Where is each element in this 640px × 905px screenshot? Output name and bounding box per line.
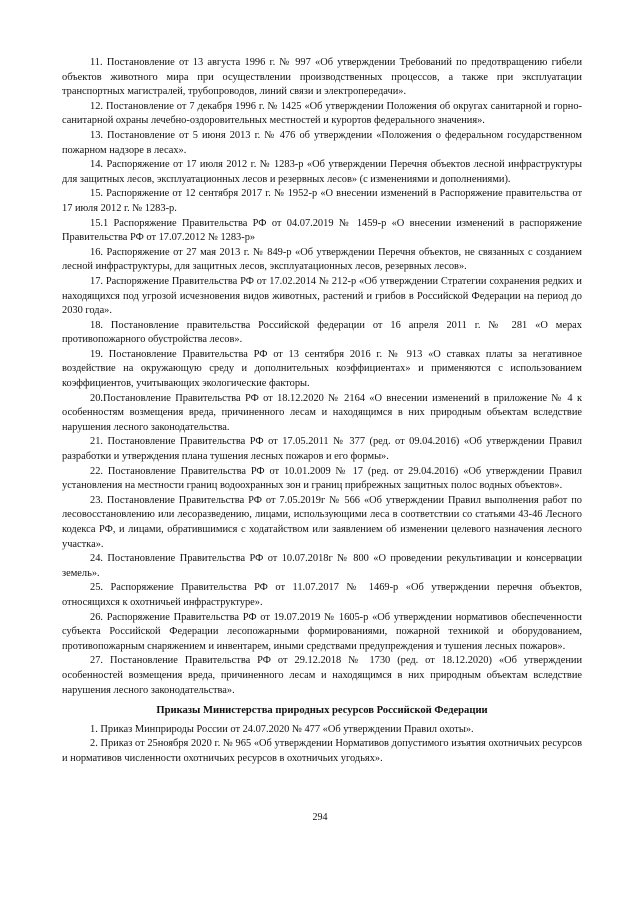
paragraph-19: 19. Постановление Правительства РФ от 13 сентября 2016 г. № 913 «О ставках платы за негативное воздействие на окружающую среду и дополнительных коэффициентах» и применяются с использованием коэффициентов, учитывающих экологические факторы. bbox=[62, 348, 582, 390]
paragraph-17: 17. Распоряжение Правительства РФ от 17.02.2014 № 212-р «Об утверждении Стратегии сохранения редких и находящихся под угрозой исчезновения видов животных, растений и грибов в Российской Федерации на период до 2030 года». bbox=[62, 275, 582, 317]
paragraph-16: 16. Распоряжение от 27 мая 2013 г. № 849-р «Об утверждении Перечня объектов, не связанных с созданием лесной инфраструктуры, для защитных лесов, эксплуатационных лесов, резервных лесов». bbox=[62, 246, 582, 273]
paragraph-20: 20.Постановление Правительства РФ от 18.12.2020 № 2164 «О внесении изменений в приложение № 4 к особенностям возмещения вреда, причиненного лесам и находящимся в них природным объектам вследствие нарушения лесного законодательства. bbox=[62, 392, 582, 433]
paragraph-21: 21. Постановление Правительства РФ от 17.05.2011 № 377 (ред. от 09.04.2016) «Об утверждении Правил разработки и утверждения плана тушения лесных пожаров и его формы». bbox=[62, 436, 582, 463]
page-number: 294 bbox=[312, 812, 328, 823]
paragraph-27: 27. Постановление Правительства РФ от 29.12.2018 № 1730 (ред. от 18.12.2020) «Об утверждении особенностей возмещения вреда, причиненного лесам и находящимся в них природным объектам вследствие нарушения лесного законодательства». bbox=[62, 655, 582, 696]
paragraph-11: 11. Постановление от 13 августа 1996 г. № 997 «Об утверждении Требований по предотвращению гибели объектов животного мира при осуществлении производственных процессов, а также при эксплуатации транспортных магистралей, трубопроводов, линий связи и электропередачи». bbox=[62, 57, 582, 98]
paragraph-25: 25. Распоряжение Правительства РФ от 11.07.2017 № 1469-р «Об утверждении перечня объектов, относящихся к охотничьей инфраструктуре». bbox=[62, 582, 582, 608]
paragraph-26: 26. Распоряжение Правительства РФ от 19.07.2019 № 1605-р «Об утверждении нормативов обеспеченности субъекта Российской Федерации лесопожарными формированиями, пожарной техникой и оборудованием, противопожарным снаряжением и инвентарем, иными средствами предупреждения и тушения лесных пожаров». bbox=[62, 611, 582, 652]
paragraph-12: 12. Постановление от 7 декабря 1996 г. № 1425 «Об утверждении Положения об округах санитарной и горно-санитарной охраны лечебно-оздоровительных местностей и курортов федерального значения». bbox=[62, 100, 582, 127]
paragraph-24: 24. Постановление Правительства РФ от 10.07.2018г № 800 «О проведении рекультивации и консервации земель». bbox=[62, 553, 582, 579]
document-page bbox=[62, 56, 582, 767]
order-2: 2. Приказ от 25ноября 2020 г. № 965 «Об утверждении Нормативов допустимого изъятия охотничьих ресурсов и нормативов численности охотничьих ресурсов в охотничьих угодьях». bbox=[62, 738, 582, 764]
section-heading: Приказы Министерства природных ресурсов Российской Федерации bbox=[156, 705, 488, 717]
paragraph-14: 14. Распоряжение от 17 июля 2012 г. № 1283-р «Об утверждении Перечня объектов лесной инфраструктуры для защитных лесов, эксплуатационных лесов и резервных лесов» (с изменениями и дополнениями). bbox=[62, 159, 582, 185]
paragraph-23: 23. Постановление Правительства РФ от 7.05.2019г № 566 «Об утверждении Правил выполнения работ по лесовосстановлению или лесоразведению, лицами, использующими леса в соответствии со статьями 43-46 Лесного кодекса РФ, и лицами, обратившимися с ходатайством или заявлением об изменении целевого назначения лесного участка». bbox=[62, 494, 582, 550]
order-1: 1. Приказ Минприроды России от 24.07.2020 № 477 «Об утверждении Правил охоты». bbox=[90, 723, 474, 735]
paragraph-18: 18. Постановление правительства Российской федерации от 16 апреля 2011 г. № 281 «О мерах противопожарного обустройства лесов». bbox=[62, 319, 582, 346]
paragraph-15: 15. Распоряжение от 12 сентября 2017 г. № 1952-р «О внесении изменений в Распоряжение правительства от 17 июля 2012 г. № 1283-р. bbox=[62, 188, 582, 214]
paragraph-13: 13. Постановление от 5 июня 2013 г. № 476 об утверждении «Положения о федеральном государственном пожарном надзоре в лесах». bbox=[62, 129, 582, 156]
paragraph-15-1: 15.1 Распоряжение Правительства РФ от 04.07.2019 № 1459-р «О внесении изменений в распоряжение Правительства РФ от 17.07.2012 № 1283-р» bbox=[62, 217, 582, 244]
paragraph-22: 22. Постановление Правительства РФ от 10.01.2009 № 17 (ред. от 29.04.2016) «Об утверждении Правил установления на местности границ водоохранных зон и границ прибрежных защитных полос водных объектов». bbox=[62, 465, 582, 492]
